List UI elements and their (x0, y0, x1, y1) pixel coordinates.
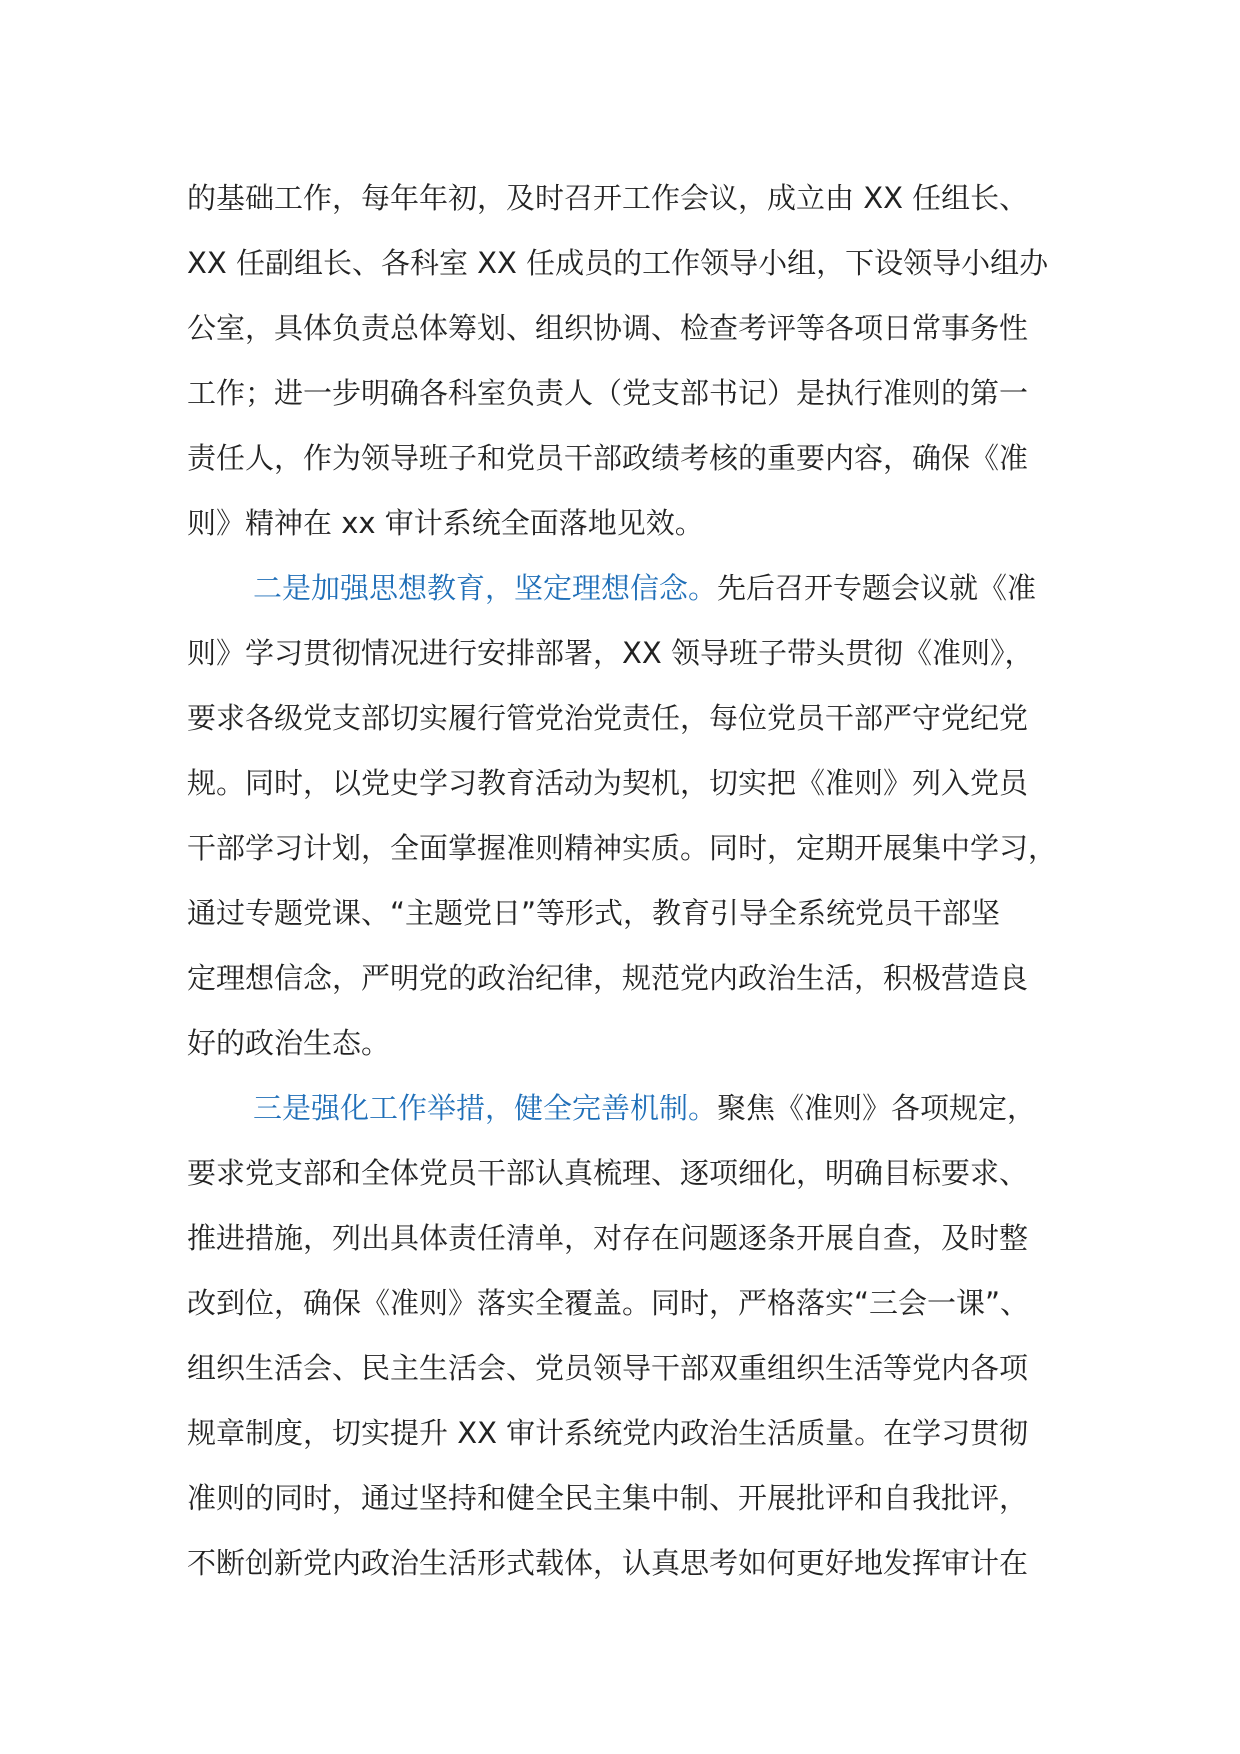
paragraph-line: XX 任副组长、各科室 XX 任成员的工作领导小组，下设领导小组办 (187, 246, 1049, 280)
paragraph-line: 不断创新党内政治生活形式载体，认真思考如何更好地发挥审计在 (187, 1546, 1029, 1580)
paragraph-2 (187, 556, 1067, 1076)
paragraph-line: 责任人，作为领导班子和党员干部政绩考核的重要内容，确保《准 (187, 441, 1029, 475)
paragraph-line: 改到位，确保《准则》落实全覆盖。同时，严格落实“三会一课”、 (187, 1286, 1030, 1320)
paragraph-line: 要求党支部和全体党员干部认真梳理、逐项细化，明确目标要求、 (187, 1156, 1029, 1190)
paragraph-line: 好的政治生态。 (187, 1026, 391, 1060)
paragraph-line: 准则的同时，通过坚持和健全民主集中制、开展批评和自我批评， (187, 1481, 1029, 1515)
paragraph-line: 工作；进一步明确各科室负责人（党支部书记）是执行准则的第一 (187, 376, 1029, 410)
paragraph-line: 推进措施，列出具体责任清单，对存在问题逐条开展自查，及时整 (187, 1221, 1029, 1255)
paragraph-line: 规章制度，切实提升 XX 审计系统党内政治生活质量。在学习贯彻 (187, 1416, 1029, 1450)
paragraph-line: 组织生活会、民主生活会、党员领导干部双重组织生活等党内各项 (187, 1351, 1029, 1385)
paragraph-line: 则》学习贯彻情况进行安排部署，XX 领导班子带头贯彻《准则》， (187, 636, 1034, 670)
paragraph-line: 定理想信念，严明党的政治纪律，规范党内政治生活，积极营造良 (187, 961, 1029, 995)
paragraph-line: 规。同时，以党史学习教育活动为契机，切实把《准则》列入党员 (187, 766, 1029, 800)
paragraph-text: 聚焦《准则》各项规定， (717, 1091, 1037, 1125)
paragraph-line: 通过专题党课、“主题党日”等形式，教育引导全系统党员干部坚 (187, 896, 1001, 930)
paragraph-first-line (187, 556, 1067, 621)
paragraph-text: 先后召开专题会议就《准 (717, 571, 1037, 605)
paragraph-1 (187, 166, 1067, 556)
paragraph-line: 干部学习计划，全面掌握准则精神实质。同时，定期开展集中学习， (187, 831, 1058, 865)
paragraph-first-line (187, 1076, 1067, 1141)
paragraph-line: 要求各级党支部切实履行管党治党责任，每位党员干部严守党纪党 (187, 701, 1029, 735)
paragraph-line: 则》精神在 xx 审计系统全面落地见效。 (187, 506, 704, 540)
section-heading: 二是加强思想教育，坚定理想信念。 (253, 571, 718, 605)
paragraph-line: 的基础工作，每年年初，及时召开工作会议，成立由 XX 任组长、 (187, 181, 1029, 215)
section-heading: 三是强化工作举措，健全完善机制。 (253, 1091, 718, 1125)
document-body (187, 166, 1067, 1596)
paragraph-line: 公室，具体负责总体筹划、组织协调、检查考评等各项日常事务性 (187, 311, 1029, 345)
paragraph-3 (187, 1076, 1067, 1596)
